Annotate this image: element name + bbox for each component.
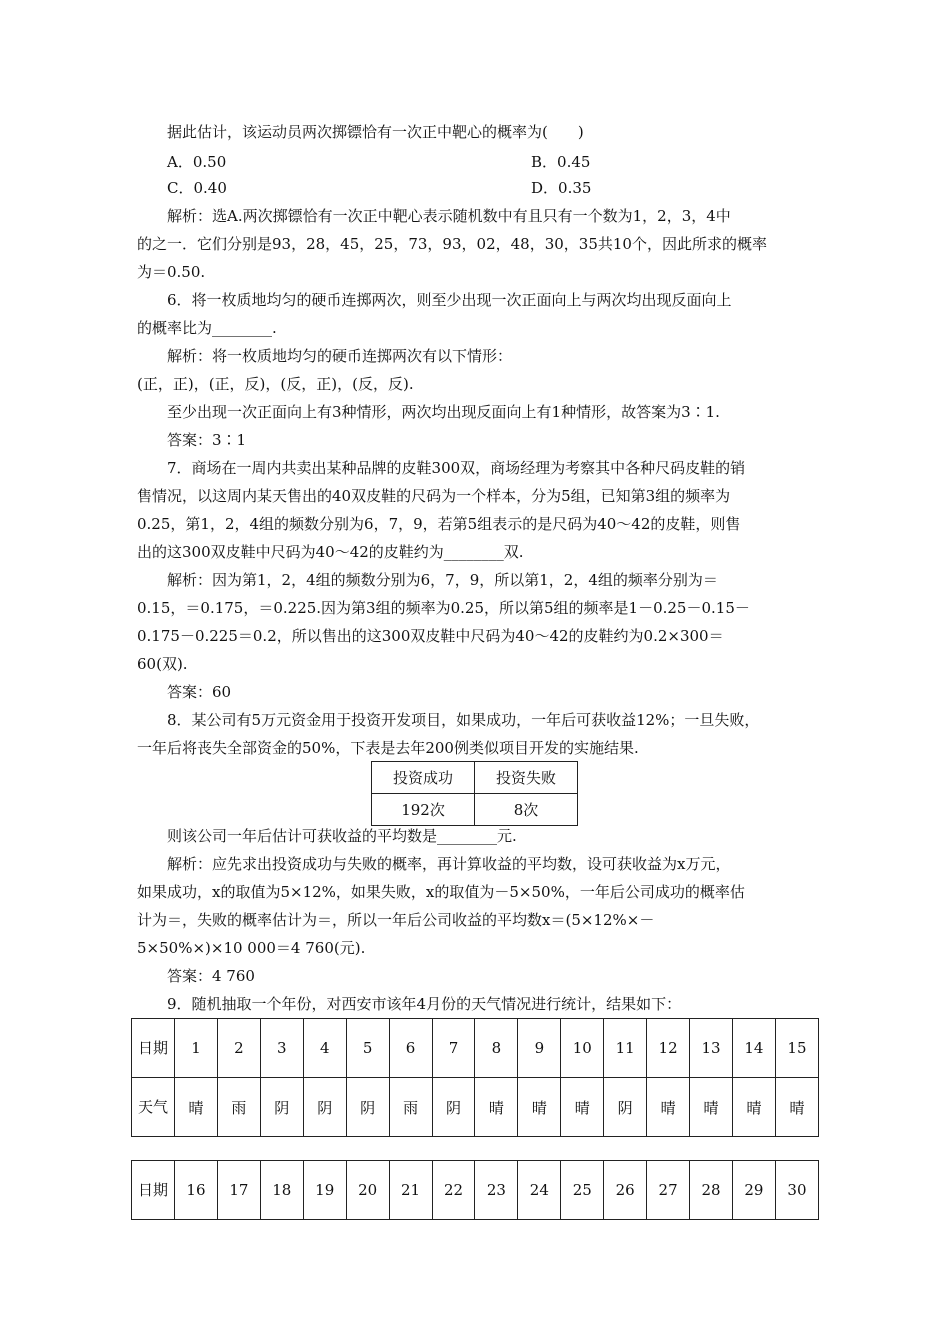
weather-cell: 阴 xyxy=(346,1078,389,1137)
table-row xyxy=(372,762,578,794)
date-cell: 24 xyxy=(518,1161,561,1220)
date-cell: 26 xyxy=(604,1161,647,1220)
date-cell: 17 xyxy=(217,1161,260,1220)
q7-stem-line-4: 出的这300双皮鞋中尺码为40～42的皮鞋约为________双. xyxy=(137,543,524,561)
date-cell: 7 xyxy=(432,1019,475,1078)
date-cell: 30 xyxy=(775,1161,818,1220)
table-cell: 8次 xyxy=(475,794,578,826)
q6-solution-line-3: 至少出现一次正面向上有3种情形，两次均出现反面向上有1种情形，故答案为3∶1. xyxy=(167,403,720,421)
date-cell: 22 xyxy=(432,1161,475,1220)
date-cell: 9 xyxy=(518,1019,561,1078)
weather-cell: 晴 xyxy=(175,1078,218,1137)
date-cell: 29 xyxy=(732,1161,775,1220)
weather-table-2 xyxy=(131,1160,819,1220)
q8-stem-line-3: 则该公司一年后估计可获收益的平均数是________元. xyxy=(167,827,517,845)
q7-stem-line-2: 售情况，以这周内某天售出的40双皮鞋的尺码为一个样本，分为5组，已知第3组的频率为 xyxy=(137,487,731,505)
table-header-cell: 投资失败 xyxy=(475,762,578,794)
date-cell: 11 xyxy=(604,1019,647,1078)
date-cell: 23 xyxy=(475,1161,518,1220)
date-cell: 14 xyxy=(732,1019,775,1078)
weather-cell: 晴 xyxy=(518,1078,561,1137)
q5-option-a: A．0.50 xyxy=(167,153,227,171)
date-label-cell: 日期 xyxy=(132,1161,175,1220)
q8-solution-line-1: 解析：应先求出投资成功与失败的概率，再计算收益的平均数，设可获收益为x万元， xyxy=(167,855,731,873)
date-cell: 18 xyxy=(260,1161,303,1220)
weather-cell: 阴 xyxy=(260,1078,303,1137)
q8-solution-line-4: 5×50%×)×10 000＝4 760(元). xyxy=(137,939,366,957)
date-cell: 13 xyxy=(690,1019,733,1078)
date-cell: 19 xyxy=(303,1161,346,1220)
q9-stem: 9．随机抽取一个年份，对西安市该年4月份的天气情况进行统计，结果如下： xyxy=(167,995,682,1013)
q7-answer: 答案：60 xyxy=(167,683,232,701)
date-cell: 10 xyxy=(561,1019,604,1078)
date-cell: 1 xyxy=(175,1019,218,1078)
weather-cell: 晴 xyxy=(775,1078,818,1137)
date-cell: 15 xyxy=(775,1019,818,1078)
q6-stem-line-1: 6．将一枚质地均匀的硬币连掷两次，则至少出现一次正面向上与两次均出现反面向上 xyxy=(167,291,732,309)
date-cell: 20 xyxy=(346,1161,389,1220)
date-cell: 3 xyxy=(260,1019,303,1078)
table-row xyxy=(372,794,578,826)
weather-cell: 晴 xyxy=(475,1078,518,1137)
date-cell: 4 xyxy=(303,1019,346,1078)
date-row xyxy=(132,1019,819,1078)
q6-answer: 答案：3∶1 xyxy=(167,431,247,449)
date-cell: 25 xyxy=(561,1161,604,1220)
table-header-cell: 投资成功 xyxy=(372,762,475,794)
q7-solution-line-3: 0.175－0.225＝0.2，所以售出的这300双皮鞋中尺码为40～42的皮鞋约为0.2×300＝ xyxy=(137,627,724,645)
weather-cell: 晴 xyxy=(647,1078,690,1137)
date-cell: 28 xyxy=(690,1161,733,1220)
q7-stem-line-3: 0.25，第1，2，4组的频数分别为6，7，9，若第5组表示的是尺码为40～42的皮鞋，则售 xyxy=(137,515,741,533)
date-cell: 16 xyxy=(175,1161,218,1220)
weather-cell: 晴 xyxy=(690,1078,733,1137)
table-cell: 192次 xyxy=(372,794,475,826)
q7-solution-line-1: 解析：因为第1，2，4组的频数分别为6，7，9，所以第1，2，4组的频率分别为＝ xyxy=(167,571,718,589)
date-cell: 8 xyxy=(475,1019,518,1078)
investment-results-table xyxy=(371,761,578,826)
q7-solution-line-2: 0.15，＝0.175，＝0.225.因为第3组的频率为0.25，所以第5组的频率是1－0.25－0.15－ xyxy=(137,599,750,617)
date-label-cell: 日期 xyxy=(132,1019,175,1078)
q5-solution-line-1: 解析：选A.两次掷镖恰有一次正中靶心表示随机数中有且只有一个数为1，2，3，4中 xyxy=(167,207,731,225)
q6-stem-line-2: 的概率比为________. xyxy=(137,319,277,337)
weather-label-cell: 天气 xyxy=(132,1078,175,1137)
date-cell: 27 xyxy=(647,1161,690,1220)
date-cell: 21 xyxy=(389,1161,432,1220)
q5-option-d: D．0.35 xyxy=(531,179,592,197)
q6-solution-line-2: (正，正)，(正，反)，(反，正)，(反，反). xyxy=(137,375,414,393)
q5-option-c: C．0.40 xyxy=(167,179,227,197)
date-cell: 5 xyxy=(346,1019,389,1078)
weather-cell: 雨 xyxy=(389,1078,432,1137)
weather-cell: 雨 xyxy=(217,1078,260,1137)
q7-solution-line-4: 60(双). xyxy=(137,655,188,673)
q8-stem-line-2: 一年后将丧失全部资金的50%，下表是去年200例类似项目开发的实施结果. xyxy=(137,739,639,757)
weather-cell: 阴 xyxy=(604,1078,647,1137)
weather-table-1 xyxy=(131,1018,819,1137)
date-row xyxy=(132,1161,819,1220)
q5-solution-line-2: 的之一．它们分别是93，28，45，25，73，93，02，48，30，35共10个，因此所求的概率 xyxy=(137,235,767,253)
weather-cell: 阴 xyxy=(432,1078,475,1137)
q8-answer: 答案：4 760 xyxy=(167,967,255,985)
weather-row xyxy=(132,1078,819,1137)
weather-cell: 阴 xyxy=(303,1078,346,1137)
date-cell: 2 xyxy=(217,1019,260,1078)
q8-solution-line-3: 计为＝，失败的概率估计为＝，所以一年后公司收益的平均数x＝(5×12%×－ xyxy=(137,911,655,929)
date-cell: 12 xyxy=(647,1019,690,1078)
date-cell: 6 xyxy=(389,1019,432,1078)
q6-solution-line-1: 解析：将一枚质地均匀的硬币连掷两次有以下情形： xyxy=(167,347,513,365)
q5-stem: 据此估计，该运动员两次掷镖恰有一次正中靶心的概率为( ) xyxy=(167,123,584,141)
q8-stem-line-1: 8．某公司有5万元资金用于投资开发项目，如果成功，一年后可获收益12%；一旦失败， xyxy=(167,711,760,729)
q7-stem-line-1: 7．商场在一周内共卖出某种品牌的皮鞋300双，商场经理为考察其中各种尺码皮鞋的销 xyxy=(167,459,746,477)
q5-solution-line-3: 为＝0.50. xyxy=(137,263,206,281)
weather-cell: 晴 xyxy=(732,1078,775,1137)
weather-cell: 晴 xyxy=(561,1078,604,1137)
q8-solution-line-2: 如果成功，x的取值为5×12%，如果失败，x的取值为－5×50%，一年后公司成功的概率估 xyxy=(137,883,745,901)
q5-option-b: B．0.45 xyxy=(531,153,591,171)
